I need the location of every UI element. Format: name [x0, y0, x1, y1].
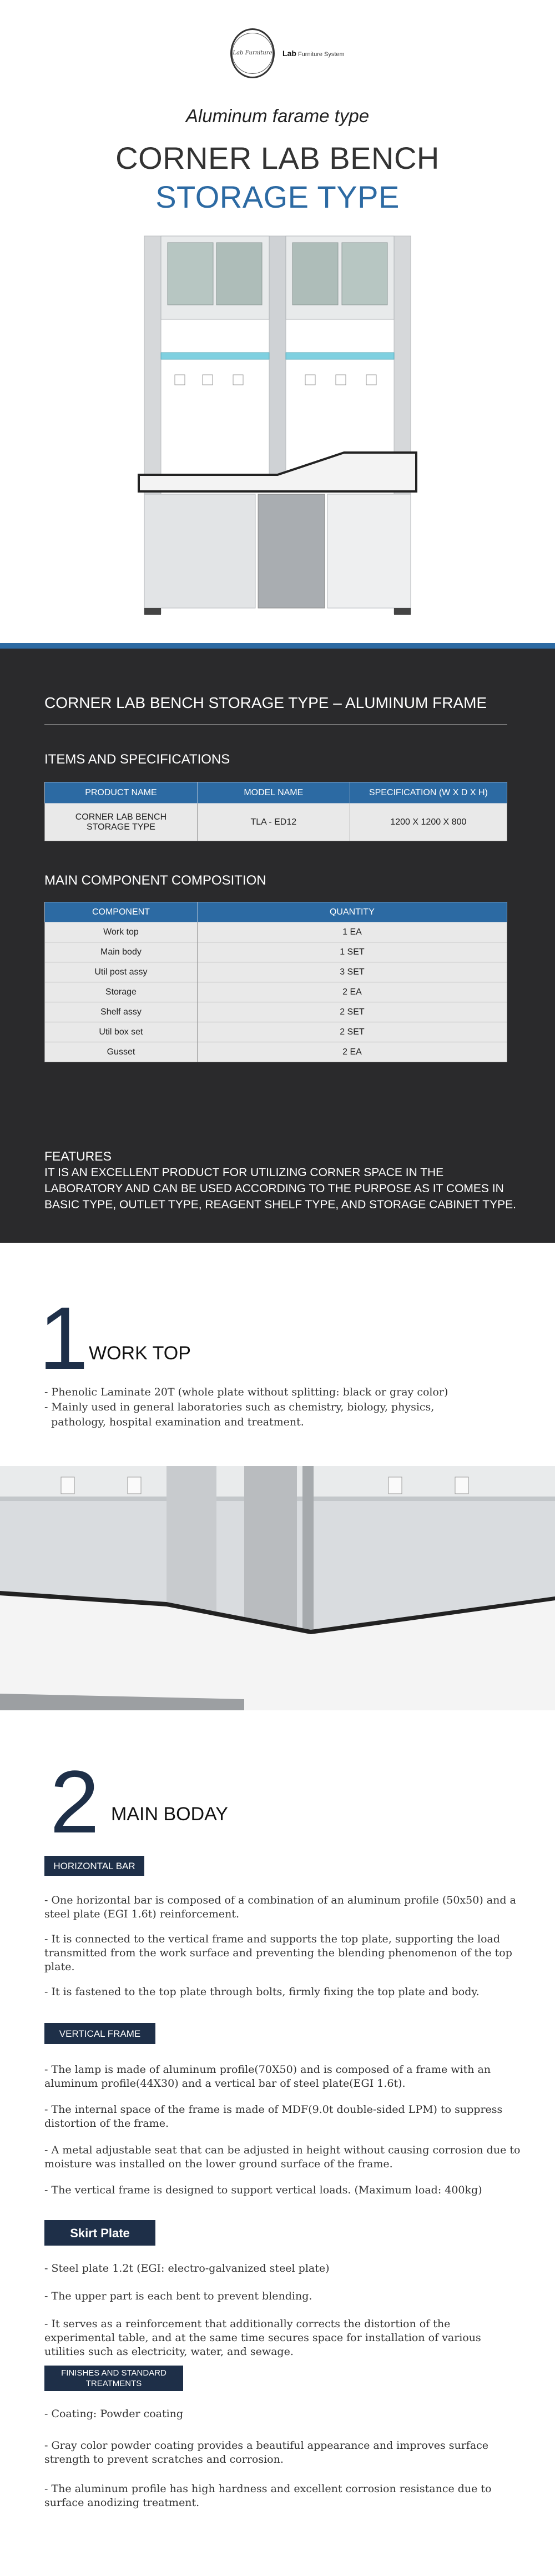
skirt-plate-para-3: - It serves as a reinforcement that additionally corrects the distortion of the experimental table, and at the same time secures space for installation of various utilities such as electricity, water, and sewage.: [44, 2318, 481, 2358]
components-heading: MAIN COMPONENT COMPOSITION: [44, 873, 266, 888]
section-number-2: 2: [50, 1752, 99, 1851]
table-row: [45, 962, 507, 982]
horizontal-bar-para-1: - One horizontal bar is composed of a combination of an aluminum profile (50x50) and a steel plate (EGI 1.6t) reinforcement.: [44, 1894, 516, 1920]
items-cell-spec: 1200 X 1200 X 800: [350, 804, 507, 841]
brand-logo: [230, 27, 345, 79]
finishes-para-3: - The aluminum profile has high hardness and excellent corrosion resistance due to surface anodizing treatment.: [44, 2483, 492, 2509]
hero-section: [0, 0, 555, 647]
items-table: [44, 782, 507, 841]
components-header-quantity: QUANTITY: [197, 902, 507, 922]
worktop-heading: WORK TOP: [89, 1343, 191, 1364]
table-row: [45, 1042, 507, 1062]
table-row: [45, 1002, 507, 1022]
items-header-product: PRODUCT NAME: [45, 782, 198, 804]
hero-title-line2: STORAGE TYPE: [155, 179, 400, 214]
vertical-frame-para-2: - The internal space of the frame is made of MDF(9.0t double-sided LPM) to suppress distortion of the frame.: [44, 2103, 503, 2130]
component-name: Work top: [45, 922, 198, 942]
component-name: Main body: [45, 942, 198, 962]
hero-title-line1: CORNER LAB BENCH: [115, 140, 440, 175]
table-row: [45, 922, 507, 942]
spec-section: [0, 649, 555, 1243]
component-name: Gusset: [45, 1042, 198, 1062]
components-header-component: COMPONENT: [45, 902, 198, 922]
vertical-frame-para-1: - The lamp is made of aluminum profile(70X50) and is composed of a frame with an aluminum profile(44X30) and a vertical bar of steel plate(EGI 1.6t).: [44, 2063, 491, 2090]
brand-wordmark: [282, 49, 345, 58]
features-block: [44, 1148, 522, 1213]
vertical-frame-para-3: - A metal adjustable seat that can be adjusted in height without causing corrosion due to moisture was installed on the lower ground surface of the frame.: [44, 2144, 521, 2170]
spec-divider: [44, 724, 507, 725]
skirt-plate-para-1: - Steel plate 1.2t (EGI: electro-galvanized steel plate): [44, 2262, 330, 2274]
brand-name: Lab: [282, 48, 296, 58]
items-cell-product: CORNER LAB BENCH STORAGE TYPE: [45, 804, 198, 841]
brand-seal-text: Lab Furniture: [232, 33, 273, 74]
hero-accent-band: [0, 643, 555, 649]
component-name: Shelf assy: [45, 1002, 198, 1022]
component-name: Util post assy: [45, 962, 198, 982]
table-row: [45, 982, 507, 1002]
tag-horizontal-bar: HORIZONTAL BAR: [44, 1856, 144, 1876]
table-row: [45, 1022, 507, 1042]
component-qty: 2 SET: [197, 1022, 507, 1042]
hero-subtitle: Aluminum farame type: [185, 106, 370, 126]
component-qty: 2 EA: [197, 982, 507, 1002]
tag-finishes: FINISHES AND STANDARD TREATMENTS: [44, 2366, 183, 2391]
tag-skirt-plate: Skirt Plate: [44, 2220, 155, 2246]
section-number-1: 1: [39, 1288, 88, 1388]
items-header-model: MODEL NAME: [197, 782, 350, 804]
features-text: IT IS AN EXCELLENT PRODUCT FOR UTILIZING CORNER SPACE IN THE LABORATORY AND CAN BE USED ACCORDING TO THE PURPOSE AS IT COMES IN BASIC TYPE, OUTLET TYPE, REAGENT SHELF TYPE, AND STORAGE CABINET TYPE.: [44, 1166, 516, 1211]
component-name: Storage: [45, 982, 198, 1002]
corner-bench-product-image: [133, 230, 422, 619]
items-heading: ITEMS AND SPECIFICATIONS: [44, 752, 230, 767]
component-qty: 2 EA: [197, 1042, 507, 1062]
vertical-frame-para-4: - The vertical frame is designed to support vertical loads. (Maximum load: 400kg): [44, 2184, 482, 2196]
finishes-para-2: - Gray color powder coating provides a beautiful appearance and improves surface strength to prevent scratches and corrosion.: [44, 2439, 489, 2465]
component-qty: 1 EA: [197, 922, 507, 942]
worktop-line-3: pathology, hospital examination and treatment.: [44, 1416, 304, 1428]
features-label: FEATURES: [44, 1149, 112, 1163]
worktop-line-2: - Mainly used in general laboratories such as chemistry, biology, physics,: [44, 1401, 435, 1413]
worktop-line-1: - Phenolic Laminate 20T (whole plate without splitting: black or gray color): [44, 1386, 448, 1398]
components-table: [44, 902, 507, 1062]
items-cell-model: TLA - ED12: [197, 804, 350, 841]
component-name: Util box set: [45, 1022, 198, 1042]
tag-vertical-frame: VERTICAL FRAME: [44, 2023, 155, 2044]
worktop-photo: [0, 1466, 555, 1710]
table-row: [45, 804, 507, 841]
items-header-spec: SPECIFICATION (W X D X H): [350, 782, 507, 804]
skirt-plate-para-2: - The upper part is each bent to prevent blending.: [44, 2290, 312, 2302]
spec-title: CORNER LAB BENCH STORAGE TYPE – ALUMINUM FRAME: [44, 694, 487, 711]
component-qty: 2 SET: [197, 1002, 507, 1022]
horizontal-bar-para-2: - It is connected to the vertical frame and supports the top plate, supporting the load transmitted from the work surface and preventing the blending phenomenon of the top plate.: [44, 1933, 512, 1973]
component-qty: 3 SET: [197, 962, 507, 982]
mainbody-heading: MAIN BODAY: [111, 1804, 228, 1825]
horizontal-bar-para-3: - It is fastened to the top plate through bolts, firmly fixing the top plate and body.: [44, 1986, 480, 1998]
brand-seal: [230, 28, 275, 78]
finishes-para-1: - Coating: Powder coating: [44, 2408, 184, 2420]
component-qty: 1 SET: [197, 942, 507, 962]
table-row: [45, 942, 507, 962]
brand-tagline: Furniture System: [297, 51, 345, 58]
